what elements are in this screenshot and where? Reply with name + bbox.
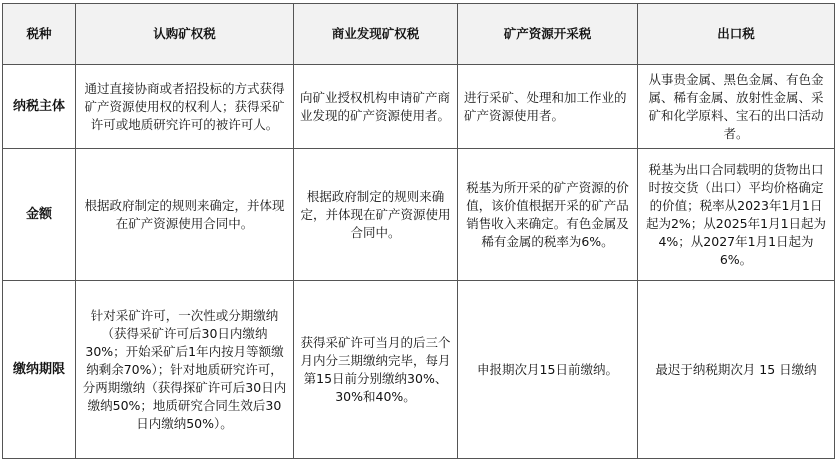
row-label-taxpayer: 纳税主体 (3, 65, 76, 149)
table-cell: 进行采矿、处理和加工作业的矿产资源使用者。 (458, 65, 638, 149)
header-commercial-discovery-tax: 商业发现矿权税 (294, 4, 458, 65)
header-tax-type: 税种 (3, 4, 76, 65)
table-cell: 根据政府制定的规则来确定，并体现在矿产资源使用合同中。 (76, 149, 294, 281)
table-cell: 获得采矿许可当月的后三个月内分三期缴纳完毕，每月第15日前分别缴纳30%、30%和40%。 (294, 281, 458, 459)
table-cell: 从事贵金属、黑色金属、有色金属、稀有金属、放射性金属、采矿和化学原料、宝石的出口活动者。 (638, 65, 835, 149)
table-row (3, 65, 835, 149)
header-mining-tax: 矿产资源开采税 (458, 4, 638, 65)
table-row (3, 281, 835, 459)
row-label-amount: 金额 (3, 149, 76, 281)
header-row (3, 4, 835, 65)
table-cell: 向矿业授权机构申请矿产商业发现的矿产资源使用者。 (294, 65, 458, 149)
table-cell: 最迟于纳税期次月 15 日缴纳 (638, 281, 835, 459)
tax-comparison-table (2, 3, 835, 459)
table-cell: 税基为出口合同载明的货物出口时按交货（出口）平均价格确定的价值；税率从2023年1月1日起为2%；从2025年1月1日起为4%；从2027年1月1日起为6%。 (638, 149, 835, 281)
row-label-payment-deadline: 缴纳期限 (3, 281, 76, 459)
table-row (3, 149, 835, 281)
table-cell: 申报期次月15日前缴纳。 (458, 281, 638, 459)
table-cell: 通过直接协商或者招投标的方式获得矿产资源使用权的权利人；获得采矿许可或地质研究许可的被许可人。 (76, 65, 294, 149)
header-export-tax: 出口税 (638, 4, 835, 65)
table-cell: 针对采矿许可，一次性或分期缴纳（获得采矿许可后30日内缴纳30%；开始采矿后1年内按月等额缴纳剩余70%）；针对地质研究许可，分两期缴纳（获得探矿许可后30日内缴纳50%；地质研究合同生效后30日内缴纳50%）。 (76, 281, 294, 459)
table-cell: 税基为所开采的矿产资源的价值，该价值根据开采的矿产品销售收入来确定。有色金属及稀有金属的税率为6%。 (458, 149, 638, 281)
header-subscription-tax: 认购矿权税 (76, 4, 294, 65)
table-cell: 根据政府制定的规则来确定，并体现在矿产资源使用合同中。 (294, 149, 458, 281)
